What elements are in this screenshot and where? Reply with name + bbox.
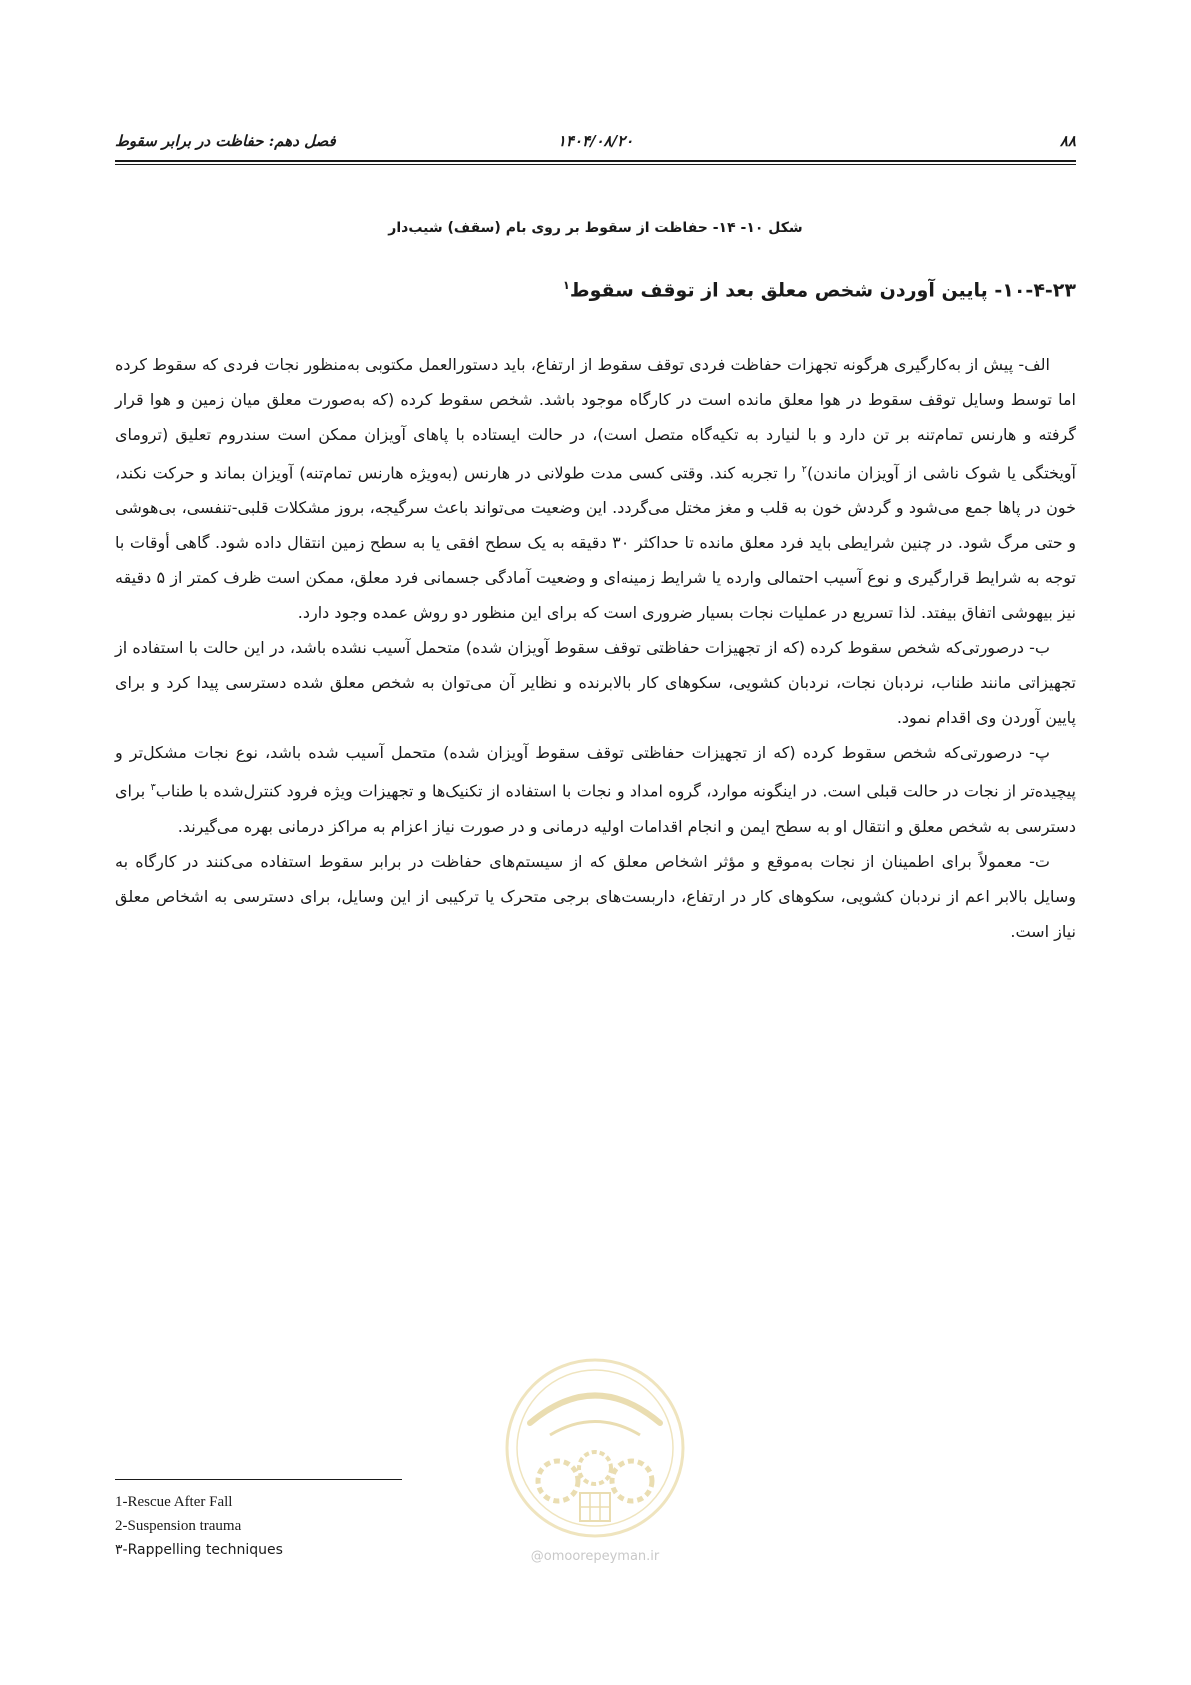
paragraph-text: پ- درصورتی‌که شخص سقوط کرده (که از تجهیزات حفاظتی توقف سقوط آویزان شده) متحمل آسیب شده باشد، نوع نجات مشکل‌تر و پیچیده‌تر از نجات در حالت قبلی است. در اینگونه موارد، گروه امداد و نجات با استفاده از تکنیک‌ها و تجهیزات ویژه فرود کنترل‌شده با طناب [115,743,1076,801]
section-heading [563,278,1076,301]
paragraph-pe [115,735,1076,843]
paragraph-text: برای دسترسی به شخص معلق و انتقال او به سطح ایمن و انجام اقدامات اولیه درمانی و در صورت نیاز اعزام به مراکز درمانی بهره می‌گیرند. [115,781,1076,836]
paragraph-be: ب- درصورتی‌که شخص سقوط کرده (که از تجهیزات حفاظتی توقف سقوط آویزان شده) متحمل آسیب نشده باشد، در این حالت با استفاده از تجهیزاتی مانند طناب، نردبان نجات، نردبان کشویی، سکوهای کار بالابرنده و نظایر آن می‌توان به شخص معلق شده دسترسی پیدا کرد و برای پایین آوردن وی اقدام نمود. [115,638,1076,728]
footnote-3: ۳-Rappelling techniques [115,1542,283,1558]
paragraph-te: ت- معمولاً برای اطمینان از نجات به‌موقع و مؤثر اشخاص معلق که از سیستم‌های حفاظت در برابر سقوط استفاده می‌کنند در کارگاه به وسایل بالابر اعم از نردبان کشویی، سکوهای کار در ارتفاع، داربست‌های برجی متحرک یا ترکیبی از این وسایل، برای دسترسی به اشخاص معلق نیاز است. [115,851,1076,941]
page-number: ۸۸ [1059,132,1076,150]
section-heading-text: ۱۰-۴-۲۳- پایین آوردن شخص معلق بعد از توقف سقوط [569,279,1076,302]
running-header [115,128,1076,158]
paragraph-text: را تجربه کند. وقتی کسی مدت طولانی در هارنس (به‌ویژه هارنس تمام‌تنه) آویزان بماند و حرکت نکند، خون در پاها جمع می‌شود و گردش خون به قلب و مغز مختل می‌گردد. این وضعیت می‌تواند باعث سرگیجه، بروز مشکلات قلبی-تنفسی، بی‌هوشی و حتی مرگ شود. در چنین شرایطی باید فرد معلق مانده تا حداکثر ۳۰ دقیقه به یک سطح افقی یا به سطح زمین انتقال داده شود. گاهی أوقات با توجه به شرایط قرارگیری و نوع آسیب احتمالی وارده یا شرایط زمینه‌ای و وضعیت آمادگی جسمانی فرد معلق، ممکن است ظرف کمتر از ۵ دقیقه نیز بیهوشی اتفاق بیفتد. لذا تسریع در عملیات نجات بسیار ضروری است که برای این منظور دو روش عمده وجود دارد. [115,463,1077,623]
footnote-ref: ۲ [801,464,807,475]
header-divider [115,160,1076,165]
footnote-divider [115,1479,402,1480]
figure-caption: شکل ۱۰- ۱۴- حفاظت از سقوط بر روی بام (سقف) شیب‌دار [388,220,803,236]
chapter-title: فصل دهم: حفاظت در برابر سقوط [115,132,336,150]
footnote-1: 1-Rescue After Fall [115,1494,233,1510]
watermark-url: @omoorepeyman.ir [530,1549,660,1564]
paragraph-alef [115,347,1076,630]
watermark-seal-icon [490,1353,700,1548]
footnote-ref: ۱ [562,278,570,292]
paragraph-text: الف- پیش از به‌کارگیری هرگونه تجهزات حفاظت فردی توقف سقوط از ارتفاع، باید دستورالعمل مکتوبی به‌منظور نجات فردی که سقوط کرده اما توسط وسایل توقف سقوط در هوا معلق مانده است در کارگاه موجود باشد. شخص سقوط کرده (که به‌صورت معلق میان زمین و هوا قرار گرفته و هارنس تمام‌تنه بر تن دارد و با لنیارد به تکیه‌گاه متصل است)، در حالت ایستاده با پاهای آویزان ممکن است سندروم تعلیق (ترومای آویختگی یا شوک ناشی از آویزان ماندن) [115,355,1077,483]
footnote-2: 2-Suspension trauma [115,1518,242,1534]
footnotes [115,1490,283,1562]
watermark-logo [490,1353,700,1578]
body-text [115,347,1076,949]
footnote-ref: ۳ [150,782,156,794]
header-date: ۱۴۰۴/۰۸/۲۰ [557,132,634,150]
